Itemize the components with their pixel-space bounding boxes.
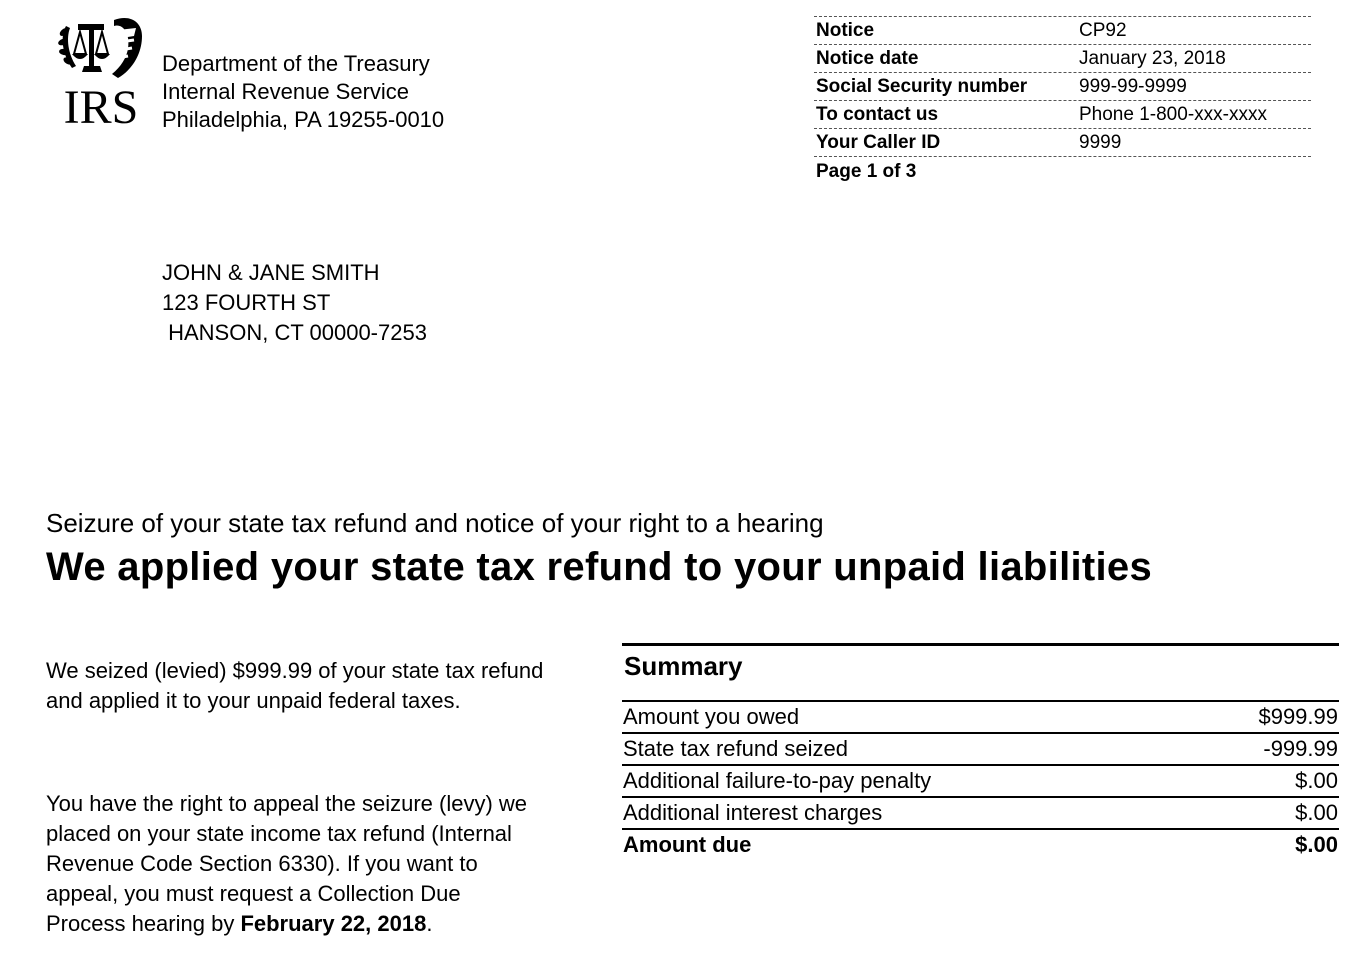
notice-value: CP92 xyxy=(1079,19,1127,41)
irs-wordmark: IRS xyxy=(63,81,139,134)
notice-date-row xyxy=(814,45,1311,73)
summary-row-label: Additional failure-to-pay penalty xyxy=(623,768,932,793)
summary-row xyxy=(622,796,1339,828)
caller-id-row xyxy=(814,129,1311,157)
recipient-address xyxy=(162,258,427,348)
ssn-value: 999-99-9999 xyxy=(1079,75,1187,97)
notice-date-label: Notice date xyxy=(816,47,919,69)
recipient-name: JOHN & JANE SMITH xyxy=(162,260,380,285)
contact-phone: Phone 1-800-xxx-xxxx xyxy=(1079,103,1267,125)
summary-row xyxy=(622,764,1339,796)
notice-headline: We applied your state tax refund to your unpaid liabilities xyxy=(46,545,1153,589)
contact-label: To contact us xyxy=(816,103,939,125)
summary-table xyxy=(622,643,1339,860)
summary-title: Summary xyxy=(624,651,743,681)
notice-label: Notice xyxy=(816,19,875,41)
summary-row-label: State tax refund seized xyxy=(623,736,849,761)
amount-due-row xyxy=(622,828,1339,860)
notice-subtitle: Seizure of your state tax refund and notice of your right to a hearing xyxy=(46,508,824,538)
ssn-label: Social Security number xyxy=(816,75,1028,97)
appeal-paragraph xyxy=(46,789,546,939)
summary-row-value: $.00 xyxy=(1295,800,1338,825)
recipient-city: HANSON, CT 00000-7253 xyxy=(162,320,427,345)
eagle-emblem-icon xyxy=(58,14,144,86)
summary-row-label: Additional interest charges xyxy=(623,800,883,825)
agency-address xyxy=(162,50,444,134)
summary-row-label: Amount you owed xyxy=(623,704,800,729)
caller-id-value: 9999 xyxy=(1079,131,1122,153)
appeal-text: You have the right to appeal the seizure (levy) we placed on your state income tax refund (Internal Revenue Code Section 6330). If you want to appeal, you must request a Collection Due Process hearing by xyxy=(46,791,528,936)
summary-row-value: -999.99 xyxy=(1263,736,1338,761)
notice-row xyxy=(814,16,1311,45)
seizure-paragraph: We seized (levied) $999.99 of your state tax refund and applied it to your unpaid federal taxes. xyxy=(46,658,544,713)
summary-row-value: $.00 xyxy=(1295,768,1338,793)
hearing-deadline: February 22, 2018 xyxy=(240,911,427,936)
ssn-row xyxy=(814,73,1311,101)
agency-line-3: Philadelphia, PA 19255-0010 xyxy=(162,107,445,132)
notice-date-value: January 23, 2018 xyxy=(1079,47,1226,69)
page-number: Page 1 of 3 xyxy=(816,161,917,182)
amount-due-label: Amount due xyxy=(623,832,752,857)
amount-due-value: $.00 xyxy=(1295,832,1338,857)
appeal-text-end: . xyxy=(426,911,433,936)
summary-row xyxy=(622,732,1339,764)
summary-row xyxy=(622,700,1339,732)
summary-row-value: $999.99 xyxy=(1258,704,1338,729)
contact-row xyxy=(814,101,1311,129)
agency-line-1: Department of the Treasury xyxy=(162,51,430,76)
agency-line-2: Internal Revenue Service xyxy=(162,79,410,104)
recipient-street: 123 FOURTH ST xyxy=(162,290,331,315)
caller-id-label: Your Caller ID xyxy=(816,131,941,153)
notice-info-table xyxy=(814,16,1311,187)
irs-logo xyxy=(58,14,144,134)
